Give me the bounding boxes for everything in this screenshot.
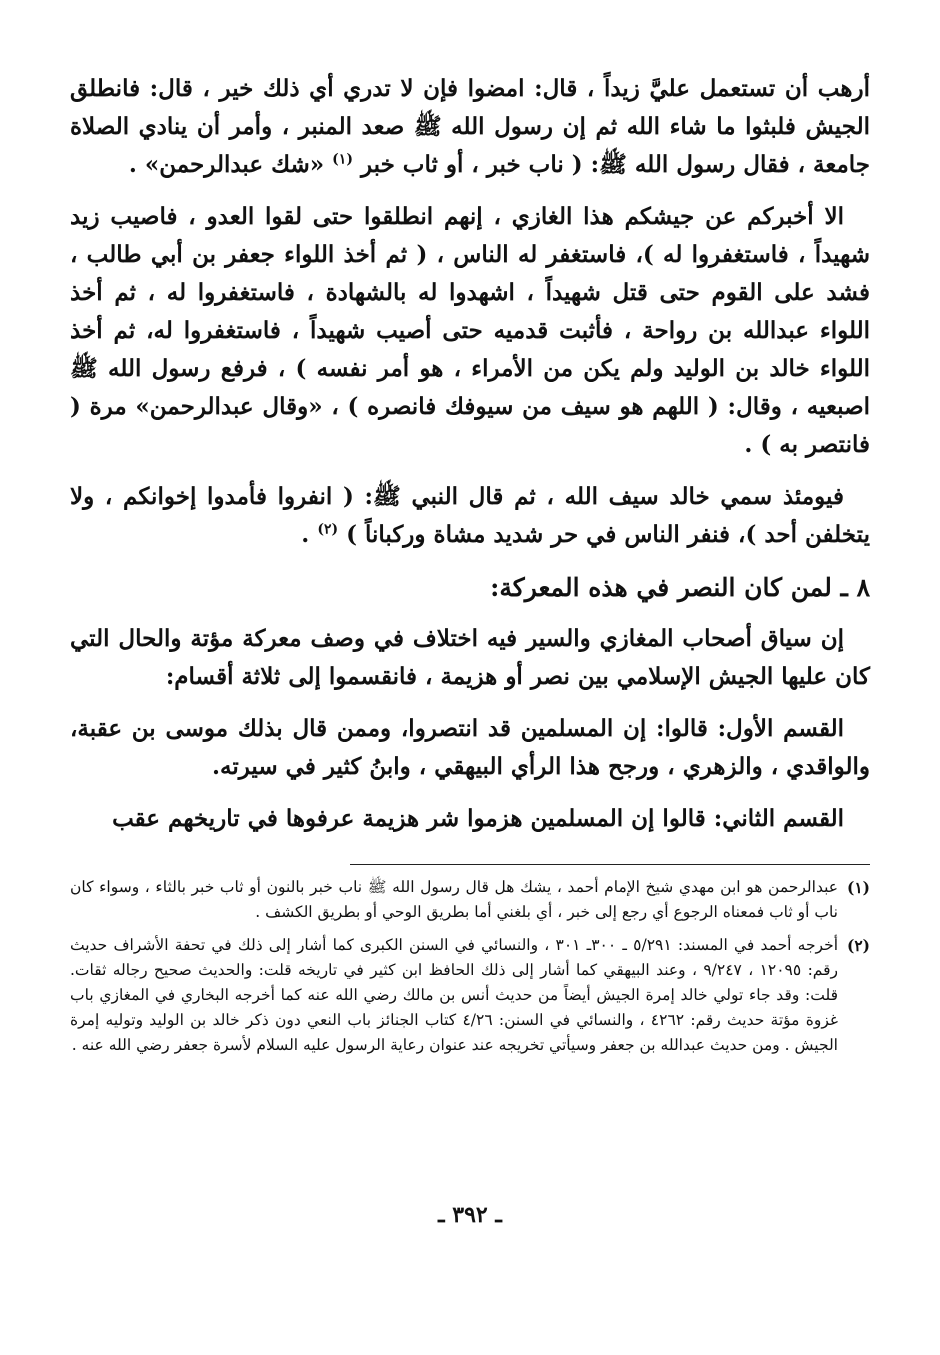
paragraph-3-tail: . bbox=[301, 521, 310, 548]
footnote-divider bbox=[350, 864, 870, 865]
footnote-1-number: (١) bbox=[846, 878, 870, 897]
footnote-2 bbox=[70, 933, 870, 1058]
paragraph-1 bbox=[70, 70, 870, 184]
footnote-ref-2: (٢) bbox=[317, 521, 339, 538]
paragraph-6: القسم الثاني: قالوا إن المسلمين هزموا شر هزيمة عرفوها في تاريخهم عقب bbox=[112, 805, 844, 832]
paragraph-1-tail: «شك عبدالرحمن» . bbox=[128, 151, 325, 178]
paragraph-1-text: أرهب أن تستعمل عليَّ زيداً ، قال: امضوا فإن لا تدري أي ذلك خير ، قال: فانطلق الجيش فلبثوا ما شاء الله ثم إن رسول الله ﷺ صعد المنبر ، وأمر أن ينادي الصلاة جامعة ، فقال رسول الله ﷺ: ( ناب خبر ، أو ثاب خبر bbox=[70, 75, 870, 178]
paragraph-2: الا أخبركم عن جيشكم هذا الغازي ، إنهم انطلقوا حتى لقوا العدو ، فاصيب زيد شهيداً ، فاستغفروا له )، فاستغفر له الناس ، ( ثم أخذ اللواء جعفر بن أبي طالب ، فشد على القوم حتى قتل شهيداً ، اشهدوا له بالشهادة ، فاستغفروا له ، ثم أخذ اللواء عبدالله بن رواحة ، فأثبت قدميه حتى أصيب شهيداً ، فاستغفروا له، ثم أخذ اللواء خالد بن الوليد ولم يكن من الأمراء ، هو أمر نفسه ) ، فرفع رسول الله ﷺ اصبعيه ، وقال: ( اللهم هو سيف من سيوفك فانصره ) ، «وقال عبدالرحمن» مرة ( فانتصر به ) . bbox=[70, 203, 870, 458]
footnote-ref-1: (١) bbox=[332, 151, 353, 168]
footnote-2-text: أخرجه أحمد في المسند: ٥/٢٩١ ـ ٣٠٠ـ ٣٠١ ، والنسائي في السنن الكبرى كما أشار إلى ذلك في تحفة الأشراف حديث رقم: ١٢٠٩٥ ، ٩/٢٤٧ ، وعند البيهقي كما أشار إلى ذلك الحافظ ابن كثير في تاريخه قلت: والحديث صحيح رجاله ثقات. قلت: وقد جاء تولي خالد إمرة الجيش أيضاً من حديث أنس بن مالك رضي الله عنه كما أخرجه البخاري في المغازي باب غزوة مؤتة حديث رقم: ٤٢٦٢ ، والنسائي في السنن: ٤/٢٦ كتاب الجنائز باب النعي دون ذكر خالد بن الوليد وتوليه إمرة الجيش . ومن حديث عبدالله بن جعفر وسيأتي تخريجه عند عنوان رعاية الرسول عليه السلام لأسرة جعفر رضي الله عنه . bbox=[70, 936, 839, 1054]
paragraph-3 bbox=[70, 478, 870, 554]
main-text bbox=[70, 70, 870, 838]
footnote-2-number: (٢) bbox=[846, 936, 870, 955]
section-heading: ٨ ـ لمن كان النصر في هذه المعركة: bbox=[490, 573, 870, 602]
page-number: ـ ٣٩٢ ـ bbox=[438, 1202, 502, 1228]
paragraph-4: إن سياق أصحاب المغازي والسير فيه اختلاف في وصف معركة مؤتة والحال التي كان عليها الجيش الإسلامي بين نصر أو هزيمة ، فانقسموا إلى ثلاثة أقسام: bbox=[70, 625, 870, 690]
footnotes bbox=[70, 875, 870, 1058]
book-page bbox=[70, 70, 870, 1330]
paragraph-5: القسم الأول: قالوا: إن المسلمين قد انتصروا، وممن قال بذلك موسى بن عقبة، والواقدي ، والزهري ، ورجح هذا الرأي البيهقي ، وابنُ كثير في سيرته. bbox=[70, 715, 870, 780]
paragraph-3-text: فيومئذ سمي خالد سيف الله ، ثم قال النبي ﷺ: ( انفروا فأمدوا إخوانكم ، ولا يتخلفن أحد )، فنفر الناس في حر شديد مشاة وركباناً ) bbox=[70, 483, 870, 548]
footnote-1 bbox=[70, 875, 870, 925]
footnote-1-text: عبدالرحمن هو ابن مهدي شيخ الإمام أحمد ، يشك هل قال رسول الله ﷺ ناب خبر بالنون أو ثاب خبر بالثاء ، وسواء كان ناب أو ثاب فمعناه الرجوع أي رجع إلى خبر ، أي بلغني أما بطريق الوحي أو بطريق الكشف . bbox=[70, 878, 838, 921]
